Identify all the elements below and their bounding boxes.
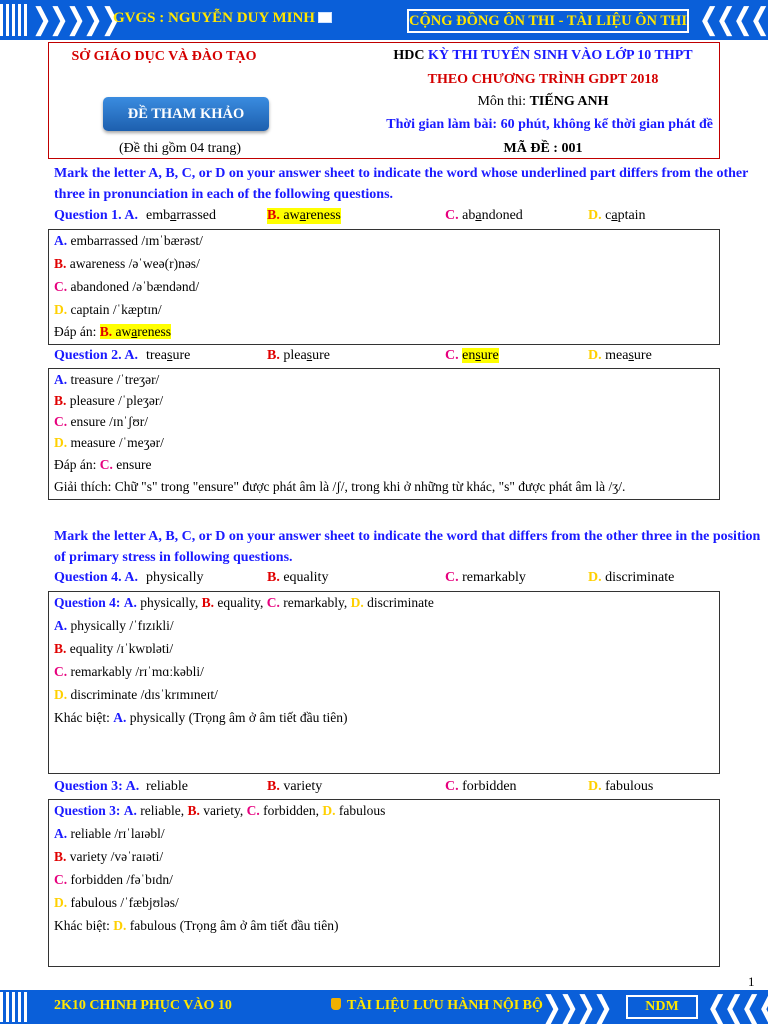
q1-line-b: B. awareness /əˈweə(r)nəs/ [54,256,200,271]
footer-banner [0,990,772,1025]
exam-program: THEO CHƯƠNG TRÌNH GDPT 2018 [427,72,659,87]
q4-line-d: D. discriminate /dɪsˈkrɪmɪneɪt/ [54,687,218,702]
book-icon [318,12,332,23]
q4-option-d: D. discriminate [588,570,675,585]
footer-internal-note: TÀI LIỆU LƯU HÀNH NỘI BỘ [331,998,543,1014]
q3-line-d: D. fabulous /ˈfæbjʊləs/ [54,895,179,910]
q1-option-a: embarrassed [146,208,216,223]
banner-stripes [0,4,27,36]
q3-summary: Question 3: A. reliable, B. variety, C. forbidden, D. fabulous [54,803,386,818]
chevron-right-icon: ❯ ❯ ❯ ❯ [541,990,607,1025]
q1-line-d: D. captain /ˈkæptɪn/ [54,302,162,317]
q4-option-b: B. equality [267,570,329,585]
section2-instruction: Mark the letter A, B, C, or D on your answer sheet to indicate the word that differs from the other three in the position of primary stress in following questions. [54,529,761,565]
q3-option-d: D. fabulous [588,779,654,794]
q4-summary: Question 4: A. physically, B. equality, C. remarkably, D. discriminate [54,595,434,610]
q2-option-d: D. measure [588,348,652,363]
chevron-right-icon: ❯ ❯ ❯ ❯ ❯ [31,2,114,37]
q2-line-a: A. treasure /ˈtreʒər/ [54,372,160,387]
q2-explanation: Giải thích: Chữ "s" trong "ensure" được phát âm là /ʃ/, trong khi ở những từ khác, "s" được phát âm là /ʒ/. [54,479,626,494]
q3-option-b: B. variety [267,779,323,794]
q3-option-a: reliable [146,779,188,794]
exam-time: Thời gian làm bài: 60 phút, không kể thời gian phát đề [386,117,713,132]
q3-line-a: A. reliable /rɪˈlaɪəbl/ [54,826,165,841]
exam-subject: Môn thi: TIẾNG ANH [477,94,609,109]
question-4 [54,570,754,590]
question-1-label: Question 1. A. [54,208,139,223]
q3-difference: Khác biệt: D. fabulous (Trọng âm ở âm tiết đầu tiên) [54,918,339,933]
q2-option-c: C. ensure [445,348,499,363]
top-banner [0,0,781,40]
chevron-left-icon: ❮ ❮ ❮ ❮ [706,990,772,1025]
question-2-label: Question 2. A. [54,348,139,363]
exam-title: HDC KỲ THI TUYỂN SINH VÀO LỚP 10 THPT [393,48,693,63]
q2-option-a: treasure [146,348,191,363]
q1-answer: Đáp án: B. awareness [54,324,171,339]
trophy-icon [331,998,341,1010]
footer-left-title: 2K10 CHINH PHỤC VÀO 10 [54,998,232,1013]
q3-line-b: B. variety /vəˈraɪəti/ [54,849,164,864]
reference-exam-badge: ĐỀ THAM KHẢO [103,97,269,131]
q3-line-c: C. forbidden /fəˈbɪdn/ [54,872,173,887]
exam-code: MÃ ĐỀ : 001 [503,141,583,156]
question-3 [54,779,754,799]
question-1 [54,208,754,228]
teacher-name: GVGS : NGUYỄN DUY MINH [113,10,332,27]
q1-option-c: C. abandoned [445,208,523,223]
q4-line-b: B. equality /ɪˈkwɒləti/ [54,641,174,656]
footer-stripes [0,992,27,1022]
q3-option-c: C. forbidden [445,779,517,794]
q1-line-a: A. embarrassed /ɪmˈbærəst/ [54,233,203,248]
q2-answer: Đáp án: C. ensure [54,457,152,472]
q2-line-c: C. ensure /ɪnˈʃʊr/ [54,414,149,429]
page-number: 1 [748,974,755,989]
q4-difference: Khác biệt: A. physically (Trọng âm ở âm tiết đầu tiên) [54,710,348,725]
q2-line-b: B. pleasure /ˈpleʒər/ [54,393,164,408]
q4-option-c: C. remarkably [445,570,526,585]
footer-brand-box: NDM [626,995,698,1019]
q2-line-d: D. measure /ˈmeʒər/ [54,435,164,450]
question-4-label: Question 4. A. [54,570,139,585]
q1-option-d: D. captain [588,208,646,223]
q2-option-b: B. pleasure [267,348,331,363]
chevron-left-icon: ❮ ❮ ❮ ❮ ❮ [698,2,781,37]
question-3-label: Question 3: A. [54,779,140,794]
community-title: CỘNG ĐỒNG ÔN THI - TÀI LIỆU ÔN THI [407,9,689,33]
q4-line-a: A. physically /ˈfɪzɪkli/ [54,618,174,633]
question-2 [54,348,754,368]
department-name: SỞ GIÁO DỤC VÀ ĐÀO TẠO [71,49,257,64]
section1-instruction: Mark the letter A, B, C, or D on your answer sheet to indicate the word whose underlined part differs from the other three in pronunciation in each of the following questions. [54,166,749,202]
pages-note: (Đề thi gồm 04 trang) [118,141,242,156]
q1-option-b: B. awareness [267,208,341,223]
q4-line-c: C. remarkably /rɪˈmɑːkəbli/ [54,664,204,679]
q1-line-c: C. abandoned /əˈbændənd/ [54,279,200,294]
q4-option-a: physically [146,570,204,585]
